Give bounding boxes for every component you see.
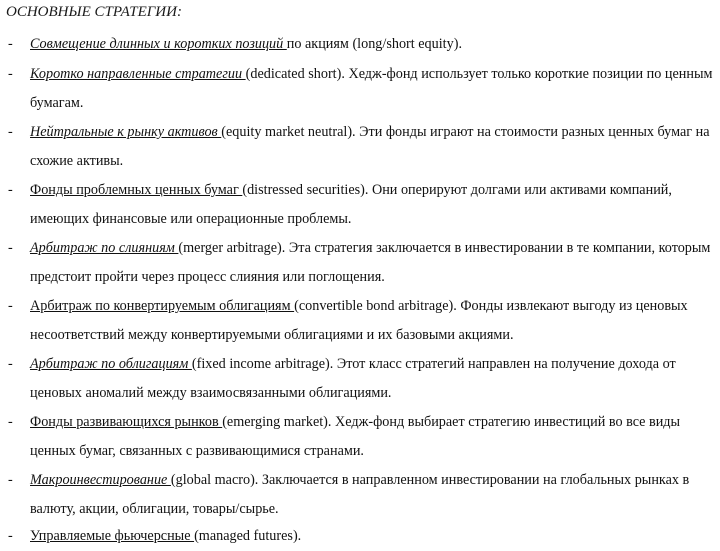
bullet-dash: - (8, 472, 13, 488)
bullet-dash: - (8, 36, 13, 52)
strategy-description: по акциям (long/short equity). (286, 36, 462, 52)
bullet-dash: - (8, 414, 13, 430)
strategy-description: (global macro). Заключается в направленном инвестировании на глобальных рынках в валюту, акции, облигации, товары/сырье. (30, 472, 690, 517)
bullet-dash: - (8, 124, 13, 140)
strategy-description: (managed futures). (194, 528, 302, 544)
bullet-dash: - (8, 298, 13, 314)
strategy-term: Макроинвестирование (30, 472, 171, 488)
strategy-term: Совмещение длинных и коротких позиций (30, 36, 287, 52)
strategy-description: (dedicated short). Хедж-фонд использует только короткие позиции по ценным бумагам. (30, 66, 713, 111)
strategy-description: (distressed securities). Они оперируют долгами или активами компаний, имеющих финансовые или операционные проблемы. (30, 182, 672, 227)
bullet-dash: - (8, 182, 13, 198)
strategy-term: Фонды развивающихся рынков (30, 414, 223, 430)
bullet-dash: - (8, 66, 13, 82)
page-title: ОСНОВНЫЕ СТРАТЕГИИ: (6, 4, 182, 20)
strategy-term: Арбитраж по слияниям (30, 240, 179, 256)
strategy-term: Коротко направленные стратегии (30, 66, 246, 82)
bullet-dash: - (8, 356, 13, 372)
strategy-description: (emerging market). Хедж-фонд выбирает стратегию инвестиций во все виды ценных бумаг, связанных с развивающимися странами. (30, 414, 681, 459)
strategy-description: (fixed income arbitrage). Этот класс стратегий направлен на получение дохода от ценовых аномалий между взаимосвязанными облигациями. (30, 356, 676, 401)
strategy-term: Управляемые фьючерсные (30, 528, 195, 544)
bullet-dash: - (8, 240, 13, 256)
strategy-description: (merger arbitrage). Эта стратегия заключается в инвестировании в те компании, которым предстоит пройти через процесс слияния или поглощения. (30, 240, 711, 285)
strategy-term: Арбитраж по конвертируемым облигациям (30, 298, 295, 314)
bullet-dash: - (8, 528, 13, 544)
strategy-term: Нейтральные к рынку активов (30, 124, 222, 140)
strategy-term: Фонды проблемных ценных бумаг (30, 182, 243, 198)
strategy-description: (equity market neutral). Эти фонды играют на стоимости разных ценных бумаг на схожие активы. (30, 124, 710, 169)
strategy-term: Арбитраж по облигациям (30, 356, 192, 372)
strategy-description: (convertible bond arbitrage). Фонды извлекают выгоду из ценовых несоответствий между конвертируемыми облигациями и их базовыми акциями. (30, 298, 688, 343)
